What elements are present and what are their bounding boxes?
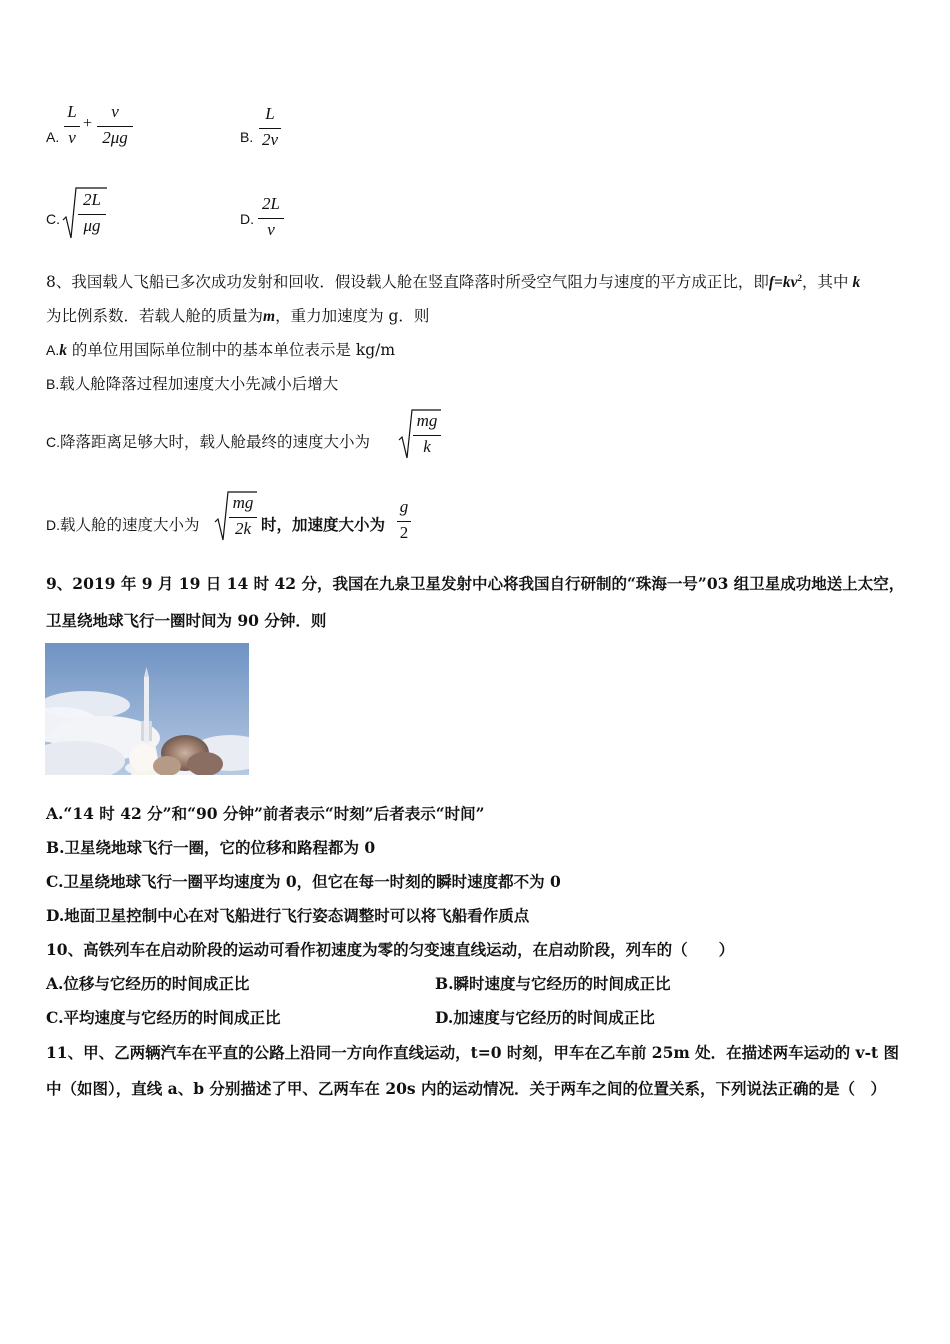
- q8-formula: f=kv: [768, 274, 798, 292]
- q8-option-d-part-1: D.载人舱的速度大小为: [46, 516, 200, 534]
- q7-option-d-label: D.: [240, 211, 254, 227]
- q7-option-b-label: B.: [240, 129, 254, 145]
- q8-stem-line-1: 8、我国载人飞船已多次成功发射和回收．假设载人舱在竖直降落时所受空气阻力与速度的平方成正比，即$f=kv^2$，其中 k: [46, 273, 861, 292]
- q7-option-a-label: A.: [46, 129, 60, 145]
- q10-option-d: D.加速度与它经历的时间成正比: [435, 1008, 655, 1027]
- q7-option-a-fraction-1: L v: [64, 102, 80, 150]
- q9-option-c: C.卫星绕地球飞行一圈平均速度为 0，但它在每一时刻的瞬时速度都不为 0: [46, 872, 561, 891]
- q7-option-a-plus: +: [83, 115, 93, 132]
- q9-stem-line-1: 9、2019 年 9 月 19 日 14 时 42 分，我国在九泉卫星发射中心将我国自行研制的“珠海一号”03 组卫星成功地送上太空，: [46, 574, 905, 593]
- q8-option-b: B.载人舱降落过程加速度大小先减小后增大: [46, 375, 339, 393]
- q7-option-d-fraction: 2L v: [258, 194, 284, 242]
- q7-option-a-fraction-2: v 2μg: [97, 102, 133, 150]
- q10-option-c: C.平均速度与它经历的时间成正比: [46, 1008, 281, 1027]
- q11-stem-line-1: 11、甲、乙两辆汽车在平直的公路上沿同一方向作直线运动，t=0 时刻，甲车在乙车前 25m 处．在描述两车运动的 v-t 图: [46, 1043, 900, 1062]
- q9-option-a: A.“14 时 42 分”和“90 分钟”前者表示“时刻”后者表示“时间”: [46, 804, 485, 823]
- q8-formula-exponent: 2: [797, 273, 802, 283]
- q10-stem: 10、高铁列车在启动阶段的运动可看作初速度为零的匀变速直线运动，在启动阶段，列车的（ ）: [46, 940, 735, 959]
- q8-option-a: A.k 的单位用国际单位制中的基本单位表示是 kg/m: [46, 341, 396, 359]
- q9-option-d: D.地面卫星控制中心在对飞船进行飞行姿态调整时可以将飞船看作质点: [46, 906, 530, 925]
- q9-stem-line-2: 卫星绕地球飞行一圈时间为 90 分钟．则: [46, 611, 327, 630]
- q7-option-b-fraction: L 2v: [259, 104, 281, 152]
- q8-option-d-part-2: 时，加速度大小为: [261, 515, 386, 534]
- q9-option-b: B.卫星绕地球飞行一圈，它的位移和路程都为 0: [46, 838, 376, 857]
- q7-option-c-label: C.: [46, 211, 60, 227]
- q11-stem-line-2: 中（如图），直线 a、b 分别描述了甲、乙两车在 20s 内的运动情况．关于两车之间的位置关系，下列说法正确的是（ ）: [46, 1079, 887, 1098]
- rocket-launch-photo: [45, 643, 249, 775]
- q8-option-d-fraction-1: mg 2k: [229, 493, 257, 541]
- q8-option-c-fraction: mg k: [413, 411, 441, 459]
- q10-option-a: A.位移与它经历的时间成正比: [46, 974, 250, 993]
- q10-option-b: B.瞬时速度与它经历的时间成正比: [435, 974, 671, 993]
- q8-option-c: C.降落距离足够大时，载人舱最终的速度大小为: [46, 433, 371, 451]
- q8-option-d-fraction-2: g 2: [397, 497, 411, 545]
- q8-stem-line-2: 为比例系数．若载人舱的质量为m，重力加速度为 g．则: [46, 307, 430, 325]
- q7-option-c-fraction: 2L μg: [78, 190, 106, 238]
